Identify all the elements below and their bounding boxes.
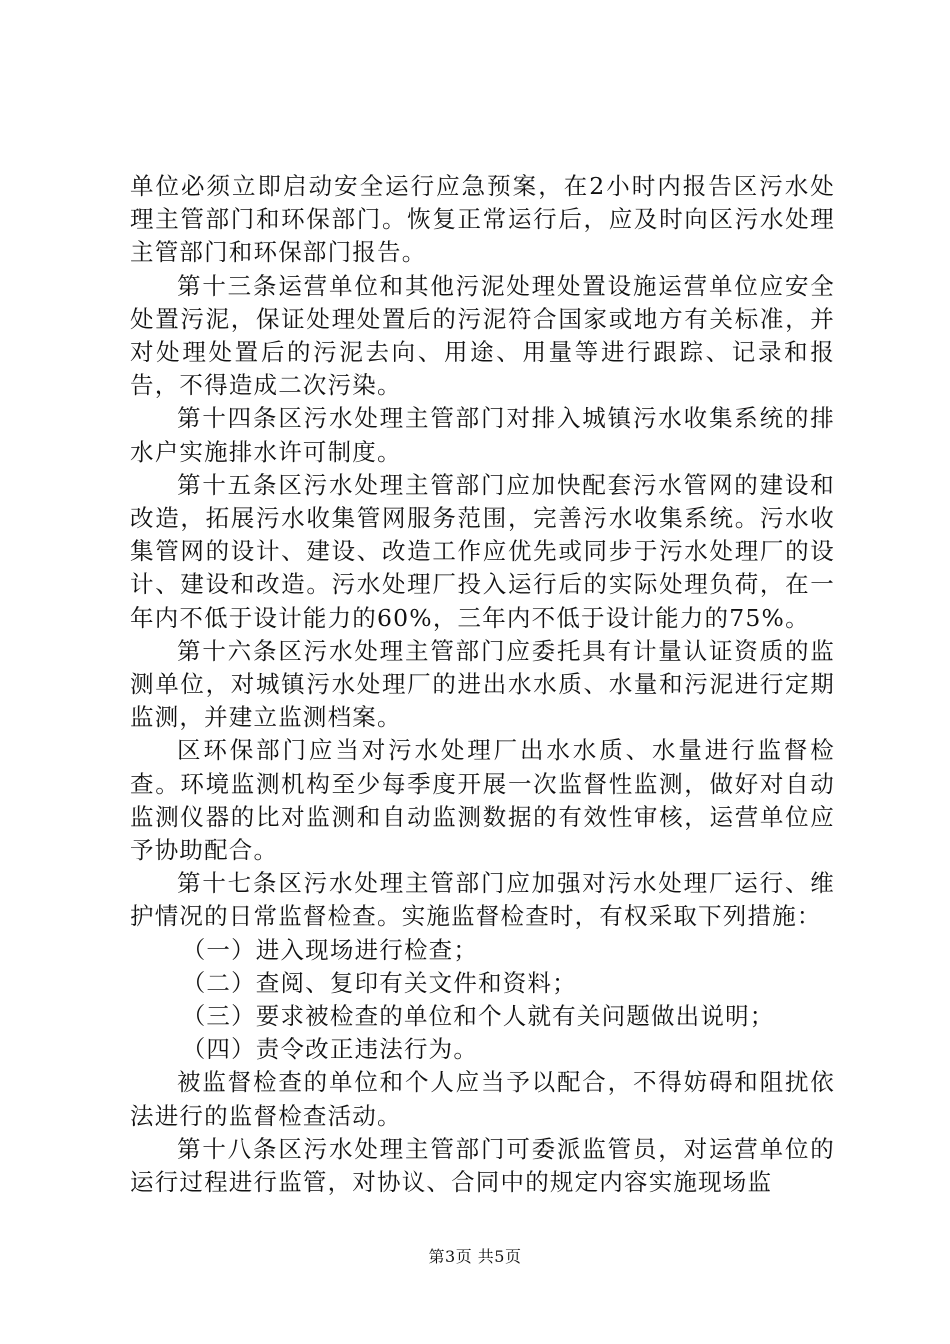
- paragraph-article-18: 第十八条区污水处理主管部门可委派监管员，对运营单位的运行过程进行监管，对协议、合同中的规定内容实施现场监: [130, 1134, 835, 1197]
- paragraph-article-15: 第十五条区污水处理主管部门应加快配套污水管网的建设和改造，拓展污水收集管网服务范围，完善污水收集系统。污水收集管网的设计、建设、改造工作应优先或同步于污水处理厂的设计、建设和改造。污水处理厂投入运行后的实际处理负荷，在一年内不低于设计能力的60%，三年内不低于设计能力的75%。: [130, 470, 835, 632]
- list-item-4: （四）责令改正违法行为。: [181, 1035, 479, 1064]
- paragraph-cooperation: 被监督检查的单位和个人应当予以配合，不得妨碍和阻扰依法进行的监督检查活动。: [130, 1068, 835, 1130]
- page-footer: 第3页 共5页: [428, 1247, 522, 1266]
- paragraph-env-supervision: 区环保部门应当对污水处理厂出水水质、水量进行监督检查。环境监测机构至少每季度开展一次监督性监测，做好对自动监测仪器的比对监测和自动监测数据的有效性审核，运营单位应予协助配合。: [130, 736, 835, 865]
- paragraph-article-17: 第十七条区污水处理主管部门应加强对污水处理厂运行、维护情况的日常监督检查。实施监督检查时，有权采取下列措施：: [130, 869, 835, 931]
- paragraph-article-16: 第十六条区污水处理主管部门应委托具有计量认证资质的监测单位，对城镇污水处理厂的进出水水质、水量和污泥进行定期监测，并建立监测档案。: [130, 636, 835, 732]
- paragraph-article-13: 第十三条运营单位和其他污泥处理处置设施运营单位应安全处置污泥，保证处理处置后的污泥符合国家或地方有关标准，并对处理处置后的污泥去向、用途、用量等进行跟踪、记录和报告，不得造成二次污染。: [130, 271, 835, 400]
- paragraph-article-14: 第十四条区污水处理主管部门对排入城镇污水收集系统的排水户实施排水许可制度。: [130, 404, 835, 466]
- list-item-1: （一）进入现场进行检查；: [181, 935, 479, 964]
- document-body: [130, 170, 835, 1199]
- paragraph-continuation: 单位必须立即启动安全运行应急预案，在2小时内报告区污水处理主管部门和环保部门。恢复正常运行后，应及时向区污水处理主管部门和环保部门报告。: [130, 172, 835, 267]
- list-item-3: （三）要求被检查的单位和个人就有关问题做出说明；: [181, 1002, 775, 1031]
- list-item-2: （二）查阅、复印有关文件和资料；: [181, 968, 577, 997]
